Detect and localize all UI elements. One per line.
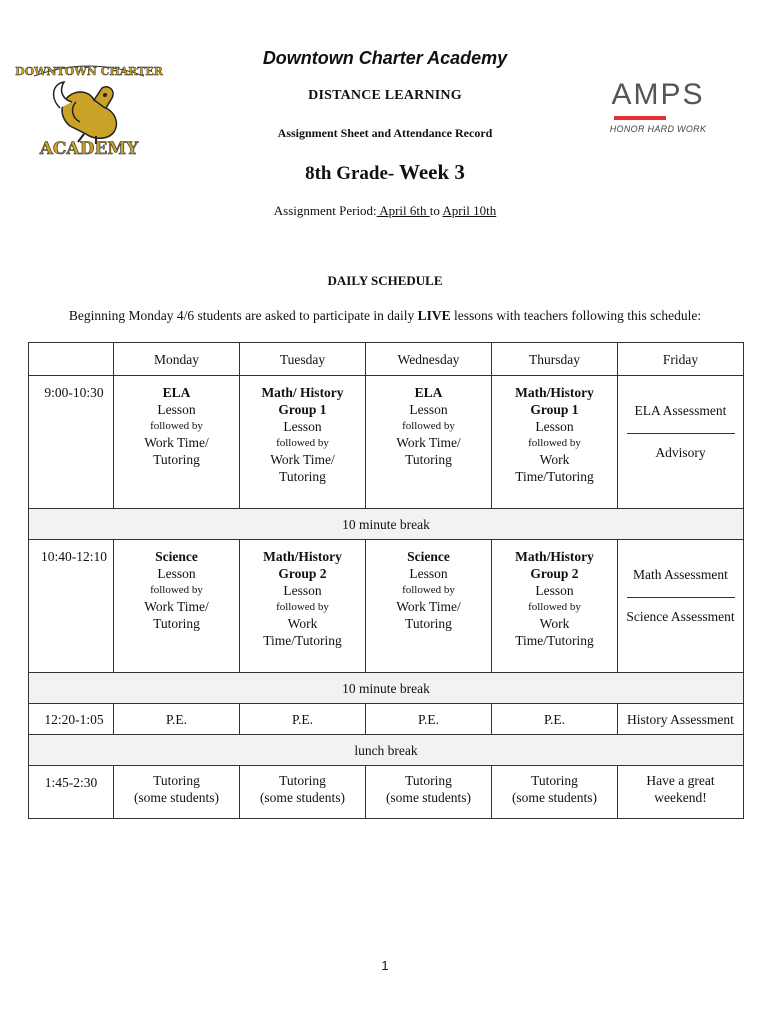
day-header-thursday: Thursday — [492, 343, 618, 376]
empty-corner-cell — [29, 343, 114, 376]
day-header-wednesday: Wednesday — [366, 343, 492, 376]
schedule-cell: P.E. — [492, 704, 618, 735]
lesson-label: Lesson — [283, 419, 322, 434]
work-label: Work Time/ — [144, 435, 209, 450]
followed-by-label: followed by — [402, 584, 455, 596]
program-title: DISTANCE LEARNING — [308, 88, 462, 103]
lesson-label: Lesson — [535, 583, 574, 598]
tutoring-label: Tutoring — [531, 773, 578, 788]
group-label: Group 2 — [530, 566, 579, 581]
assessment-label: Math Assessment — [633, 567, 728, 582]
page-number: 1 — [381, 958, 389, 973]
schedule-cell — [492, 766, 618, 819]
work-label: Work Time/ — [270, 452, 335, 467]
friday-cell — [618, 540, 744, 673]
schedule-cell — [240, 766, 366, 819]
break-row — [29, 673, 744, 704]
schedule-cell — [114, 766, 240, 819]
work-label: Tutoring — [405, 452, 452, 467]
lesson-label: Lesson — [157, 402, 196, 417]
grade-label: 8th Grade- — [305, 163, 399, 184]
griffin-mascot-icon — [15, 58, 163, 159]
work-label: Tutoring — [405, 616, 452, 631]
schedule-cell — [366, 376, 492, 509]
schedule-cell: P.E. — [240, 704, 366, 735]
tutoring-label: Tutoring — [279, 773, 326, 788]
lesson-label: Lesson — [157, 566, 196, 581]
amps-wordmark: AMPS — [611, 78, 705, 111]
schedule-cell — [114, 540, 240, 673]
time-slot: 1:45-2:30 — [29, 766, 114, 819]
time-slot: 12:20-1:05 — [29, 704, 114, 735]
svg-text:ACADEMY: ACADEMY — [39, 139, 139, 159]
tutoring-label: Tutoring — [153, 773, 200, 788]
period-end: April 10th — [442, 203, 497, 218]
table-row — [29, 766, 744, 819]
assessment-label: Science Assessment — [626, 609, 735, 624]
work-label: Work — [539, 452, 570, 467]
some-students-label: (some students) — [385, 790, 472, 805]
schedule-cell — [366, 766, 492, 819]
break-row — [29, 509, 744, 540]
downtown-charter-academy-logo — [15, 58, 163, 159]
schedule-cell — [492, 376, 618, 509]
work-label: Work — [539, 616, 570, 631]
followed-by-label: followed by — [528, 437, 581, 449]
period-to: to — [429, 203, 443, 218]
tutoring-label: Tutoring — [405, 773, 452, 788]
subject-label: Math/History — [515, 549, 594, 564]
followed-by-label: followed by — [276, 601, 329, 613]
amps-accent-bar — [614, 116, 666, 120]
day-header-tuesday: Tuesday — [240, 343, 366, 376]
divider-line — [627, 587, 735, 598]
work-label: Tutoring — [279, 469, 326, 484]
schedule-cell — [492, 540, 618, 673]
work-label: Work Time/ — [396, 435, 461, 450]
work-label: Time/Tutoring — [515, 633, 594, 648]
lesson-label: Lesson — [283, 583, 322, 598]
lesson-label: Lesson — [535, 419, 574, 434]
friday-cell: History Assessment — [618, 704, 744, 735]
subject-label: Math/History — [515, 385, 594, 400]
grade-week-title — [0, 160, 770, 185]
work-label: Time/Tutoring — [515, 469, 594, 484]
followed-by-label: followed by — [150, 584, 203, 596]
followed-by-label: followed by — [276, 437, 329, 449]
some-students-label: (some students) — [511, 790, 598, 805]
schedule-cell — [240, 376, 366, 509]
subject-label: Math/ History — [261, 385, 344, 400]
subject-label: ELA — [414, 385, 443, 400]
some-students-label: (some students) — [259, 790, 346, 805]
time-slot: 10:40-12:10 — [29, 540, 114, 673]
subject-label: Science — [155, 549, 198, 564]
period-label: Assignment Period: — [273, 203, 377, 218]
some-students-label: (some students) — [133, 790, 220, 805]
lunch-break-label: lunch break — [29, 735, 744, 766]
intro-text-before: Beginning Monday 4/6 students are asked to participate in daily — [68, 308, 418, 323]
sheet-title: Assignment Sheet and Attendance Record — [277, 126, 493, 140]
assessment-label: ELA Assessment — [634, 403, 727, 418]
day-header-monday: Monday — [114, 343, 240, 376]
svg-text:DOWNTOWN CHARTER: DOWNTOWN CHARTER — [15, 65, 163, 78]
subject-label: Science — [407, 549, 450, 564]
weekend-message: Have a great — [646, 773, 715, 788]
friday-cell — [618, 376, 744, 509]
friday-cell — [618, 766, 744, 819]
day-header-friday: Friday — [618, 343, 744, 376]
group-label: Group 1 — [278, 402, 327, 417]
group-label: Group 1 — [530, 402, 579, 417]
table-row — [29, 704, 744, 735]
work-label: Tutoring — [153, 616, 200, 631]
group-label: Group 2 — [278, 566, 327, 581]
work-label: Work Time/ — [396, 599, 461, 614]
intro-text-bold: LIVE — [417, 308, 451, 323]
school-name: Downtown Charter Academy — [262, 48, 508, 68]
divider-line — [627, 423, 735, 434]
break-row — [29, 735, 744, 766]
schedule-cell: P.E. — [114, 704, 240, 735]
work-label: Time/Tutoring — [263, 633, 342, 648]
advisory-label: Advisory — [655, 445, 706, 460]
lesson-label: Lesson — [409, 566, 448, 581]
break-label: 10 minute break — [29, 673, 744, 704]
schedule-title: DAILY SCHEDULE — [327, 273, 443, 288]
subject-label: ELA — [162, 385, 191, 400]
assignment-period — [0, 203, 770, 219]
followed-by-label: followed by — [528, 601, 581, 613]
schedule-cell — [240, 540, 366, 673]
work-label: Work Time/ — [144, 599, 209, 614]
work-label: Work — [287, 616, 318, 631]
table-row — [29, 540, 744, 673]
time-slot: 9:00-10:30 — [29, 376, 114, 509]
followed-by-label: followed by — [150, 420, 203, 432]
followed-by-label: followed by — [402, 420, 455, 432]
schedule-cell: P.E. — [366, 704, 492, 735]
schedule-cell — [366, 540, 492, 673]
amps-tagline: HONOR HARD WORK — [609, 124, 707, 134]
lesson-label: Lesson — [409, 402, 448, 417]
daily-schedule-table — [28, 342, 744, 819]
schedule-cell — [114, 376, 240, 509]
period-start: April 6th — [376, 203, 430, 218]
work-label: Tutoring — [153, 452, 200, 467]
intro-text-after: lessons with teachers following this schedule: — [450, 308, 702, 323]
table-header-row — [29, 343, 744, 376]
table-row — [29, 376, 744, 509]
week-label: Week 3 — [399, 160, 465, 184]
break-label: 10 minute break — [29, 509, 744, 540]
schedule-intro — [0, 308, 770, 324]
subject-label: Math/History — [263, 549, 342, 564]
weekend-message: weekend! — [654, 790, 707, 805]
